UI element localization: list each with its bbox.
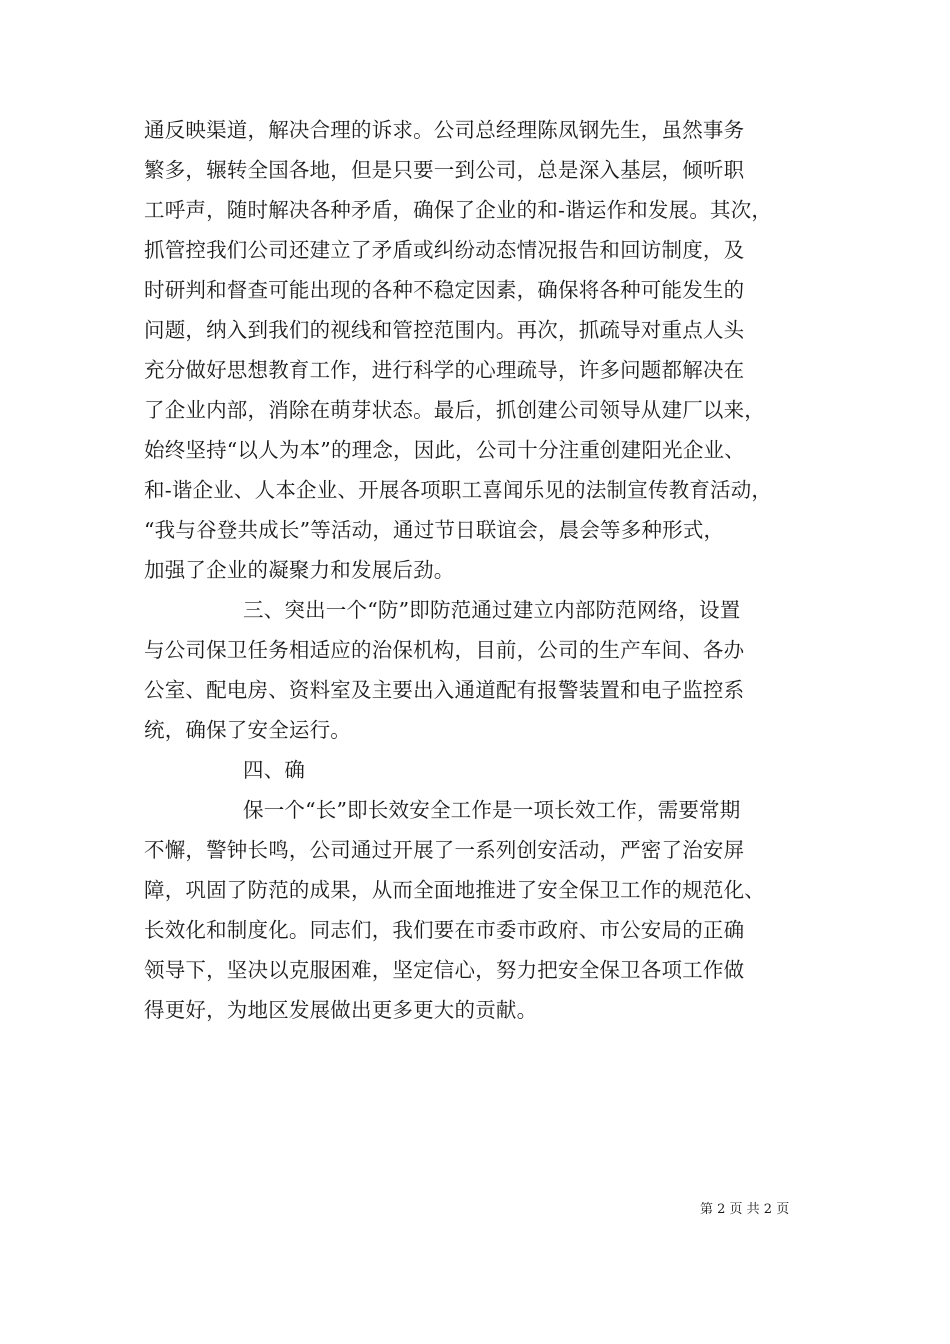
text-line: 领导下，坚决以克服困难，坚定信心，努力把安全保卫各项工作做: [144, 958, 745, 982]
text-line: “我与谷登共成长”等活动，通过节日联谊会，晨会等多种形式，: [144, 518, 725, 542]
text-line: 问题，纳入到我们的视线和管控范围内。再次，抓疏导对重点人头: [144, 318, 745, 342]
text-line: 和-谐企业、人本企业、开展各项职工喜闻乐见的法制宣传教育活动，: [144, 478, 773, 502]
text-line: 了企业内部，消除在萌芽状态。最后，抓创建公司领导从建厂以来，: [144, 398, 765, 422]
text-line: 不懈，警钟长鸣，公司通过开展了一系列创安活动，严密了治安屏: [144, 838, 745, 862]
text-line: 保一个“长”即长效安全工作是一项长效工作，需要常期: [243, 798, 741, 822]
text-line: 充分做好思想教育工作，进行科学的心理疏导，许多问题都解决在: [144, 358, 745, 382]
text-line: 始终坚持“以人为本”的理念，因此，公司十分注重创建阳光企业、: [144, 438, 745, 462]
text-line: 繁多，辗转全国各地，但是只要一到公司，总是深入基层，倾听职: [144, 158, 745, 182]
text-line: 公室、配电房、资料室及主要出入通道配有报警装置和电子监控系: [144, 678, 745, 702]
section-heading-four: 四、确: [243, 758, 306, 782]
text-line: 与公司保卫任务相适应的治保机构，目前，公司的生产车间、各办: [144, 638, 745, 662]
text-line: 时研判和督查可能出现的各种不稳定因素，确保将各种可能发生的: [144, 278, 745, 302]
text-line: 得更好，为地区发展做出更多更大的贡献。: [144, 998, 538, 1022]
text-line: 加强了企业的凝聚力和发展后劲。: [144, 558, 455, 582]
text-line: 工呼声，随时解决各种矛盾，确保了企业的和-谐运作和发展。其次，: [144, 198, 773, 222]
text-line: 抓管控我们公司还建立了矛盾或纠纷动态情况报告和回访制度，及: [144, 238, 745, 262]
section-heading-three: 三、突出一个“防”即防范通过建立内部防范网络，设置: [243, 598, 741, 622]
document-body: [144, 110, 824, 1030]
page-number-footer: 第 2 页 共 2 页: [700, 1202, 790, 1217]
text-line: 通反映渠道，解决合理的诉求。公司总经理陈凤钢先生，虽然事务: [144, 118, 745, 142]
text-line: 长效化和制度化。同志们，我们要在市委市政府、市公安局的正确: [144, 918, 745, 942]
text-line: 障，巩固了防范的成果，从而全面地推进了安全保卫工作的规范化、: [144, 878, 765, 902]
text-line: 统，确保了安全运行。: [144, 718, 351, 742]
